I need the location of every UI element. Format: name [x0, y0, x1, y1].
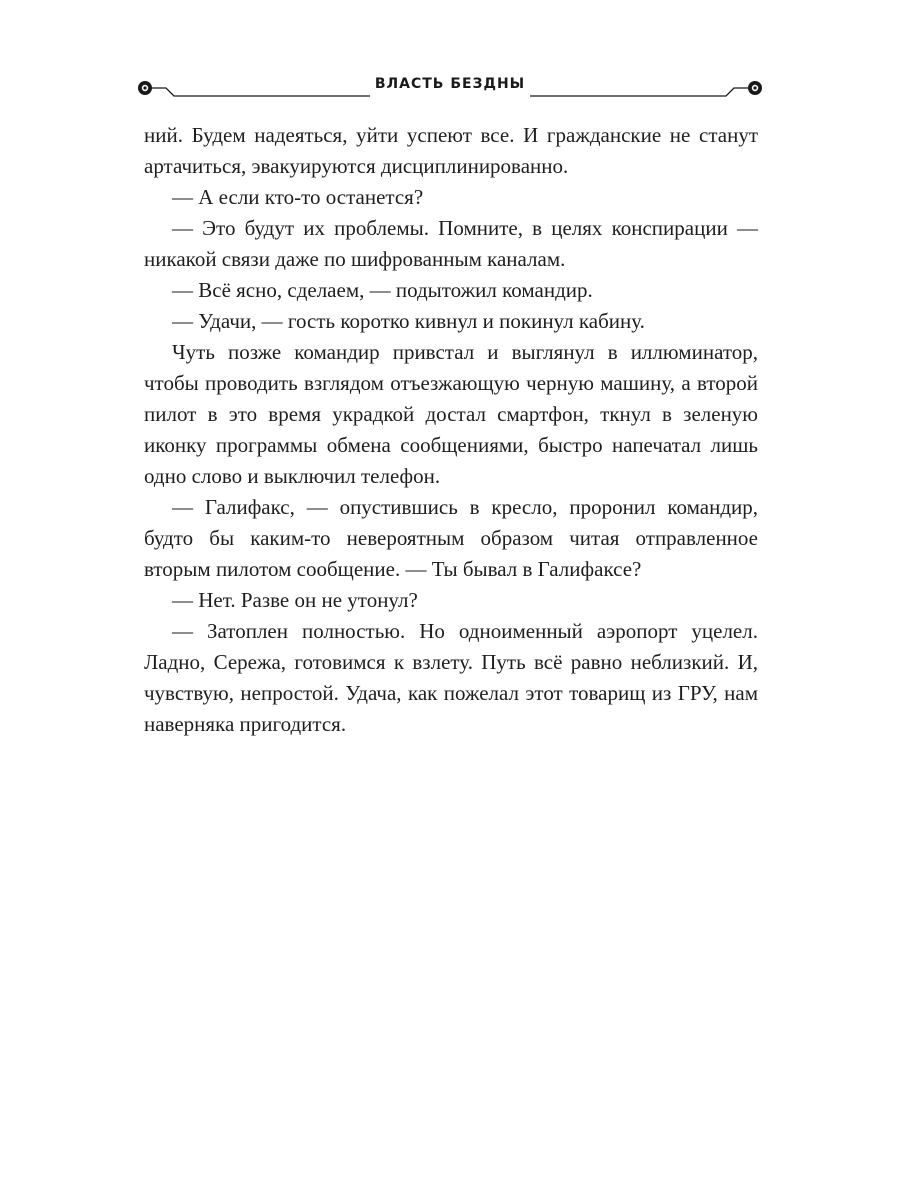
paragraph: Чуть позже командир привстал и выглянул в иллюминатор, чтобы проводить взглядом отъезжающую черную машину, а второй пилот в это время украдкой достал смартфон, ткнул в зеленую иконку программы обмена сообщениями, быстро напечатал лишь одно слово и выключил телефон.: [144, 340, 758, 488]
body-text: [144, 120, 758, 740]
paragraph: — Галифакс, — опустившись в кресло, проронил командир, будто бы каким-то невероятным образом читая отправленное вторым пилотом сообщение. — Ты бывал в Галифаксе?: [144, 495, 758, 581]
paragraph: — Затоплен полностью. Но одноименный аэропорт уцелел. Ладно, Сережа, готовимся к взлету. Путь всё равно неблизкий. И, чувствую, непростой. Удача, как пожелал этот товарищ из ГРУ, нам наверняка пригодится.: [144, 619, 758, 736]
paragraph: ний. Будем надеяться, уйти успеют все. И гражданские не станут артачиться, эвакуируются дисциплинированно.: [144, 123, 758, 178]
running-title: ВЛАСТЬ БЕЗДНЫ: [374, 76, 526, 92]
running-head: [136, 70, 764, 104]
paragraph: — Всё ясно, сделаем, — подытожил командир.: [172, 278, 593, 302]
paragraph: — А если кто-то останется?: [172, 185, 424, 209]
paragraph: — Нет. Разве он не утонул?: [172, 588, 418, 612]
paragraph: — Удачи, — гость коротко кивнул и покинул кабину.: [172, 309, 645, 333]
paragraph: — Это будут их проблемы. Помните, в целях конспирации — никакой связи даже по шифрованным каналам.: [144, 216, 758, 271]
